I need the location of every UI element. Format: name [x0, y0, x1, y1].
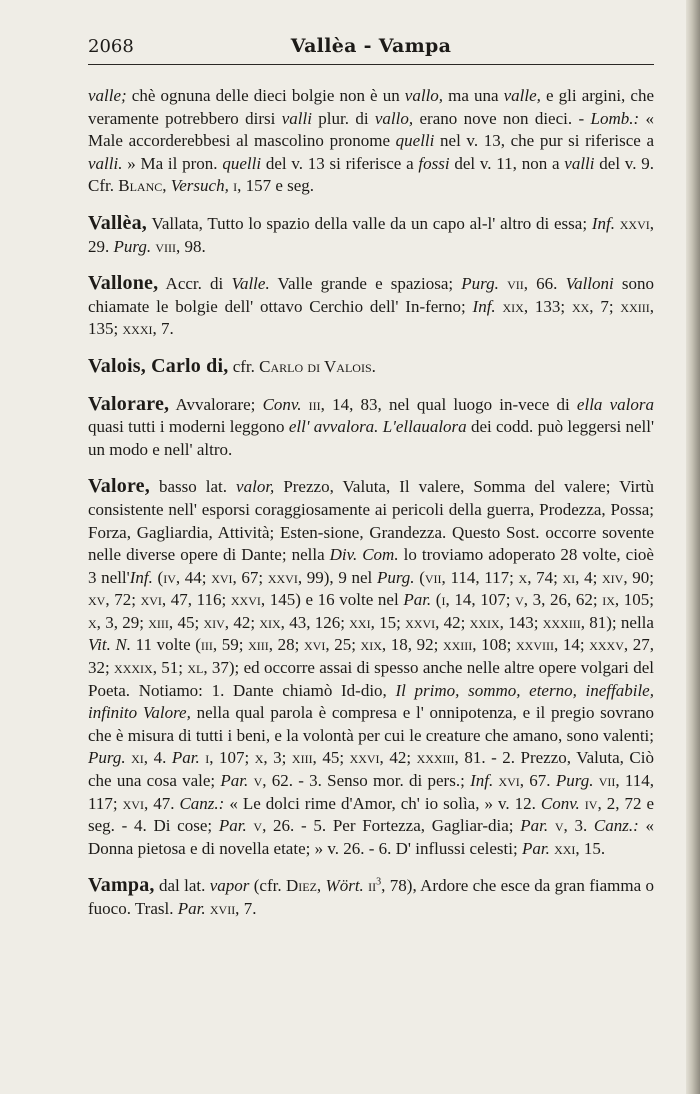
text-run: 43, 126; — [284, 612, 350, 632]
italic-text: valli — [281, 108, 312, 128]
italic-text: Conv. — [540, 793, 580, 813]
small-caps-text: xvi, — [304, 635, 330, 655]
italic-text: Par. — [220, 771, 249, 791]
text-run: basso lat. — [149, 477, 237, 497]
text-run: 81. - 2. Prezzo, Valuta, Ciò che una cosa vale; — [88, 748, 654, 791]
small-caps-text: iii, — [200, 635, 218, 655]
text-run: 18, 92; — [386, 635, 443, 655]
text-run: 145) e 16 volte nel — [265, 590, 404, 610]
text-run: 45; — [173, 612, 204, 632]
text-run: 42; — [439, 612, 470, 632]
italic-text: Valle. — [231, 274, 270, 294]
dictionary-page — [88, 30, 654, 935]
text-run — [496, 297, 503, 316]
italic-text: Conv. — [262, 394, 302, 414]
text-run: 157 e seg. — [241, 176, 315, 196]
text-run: 37); ed occorre assai di spesso anche nelle altre opere volgari del Poeta. Notiamo: 1. Dante chiamò Id-dio, — [88, 658, 654, 700]
small-caps-text: xvi, — [498, 771, 525, 791]
small-caps-text: Carlo di Valois. — [259, 356, 376, 376]
text-run: 99), 9 nel — [302, 567, 377, 587]
text-run: 28; — [273, 635, 304, 655]
text-run: Prezzo, Valuta, Il valere, Somma del valere; Virtù consistente nell' esporsi coraggiosamente ai pericoli della guerra, Prodezza, Possa; Forza, Gagliardia, Attività; Esten-sione, Grandezza. Questo Sost. occorre sovente nelle diverse opere di Dante; nella — [88, 477, 654, 565]
text-run: 7; — [593, 296, 621, 316]
small-caps-text: xxiii, — [442, 635, 477, 655]
italic-text: Purg. — [88, 748, 126, 768]
running-title: Vallèa - Vampa — [290, 35, 452, 57]
text-run: 74; — [531, 567, 563, 587]
headword: Vallèa, — [88, 211, 147, 234]
text-run: quasi tutti i moderni leggono — [88, 417, 289, 437]
small-caps-text: xiii, — [291, 748, 317, 768]
headword: Vallone, — [88, 272, 159, 295]
text-run: 114, 117; — [445, 567, 519, 587]
small-caps-text: xxviii, — [516, 635, 559, 655]
text-run: 15; — [374, 612, 406, 632]
small-caps-text: xxxiii, — [542, 612, 585, 632]
small-caps-text: xxvi, — [230, 590, 266, 610]
italic-text: Canz.: — [179, 793, 225, 813]
text-run: » Ma il pron. — [122, 153, 223, 173]
text-run: lo troviamo adoperato 28 volte, cioè 3 nell' — [88, 545, 654, 587]
italic-text: Canz.: — [593, 816, 639, 836]
italic-text: Versuch, — [170, 176, 229, 196]
text-run: 29. — [88, 236, 114, 256]
italic-text: Par. — [520, 816, 549, 836]
small-caps-text: Blanc, — [118, 176, 167, 196]
italic-text: Purg. — [113, 236, 152, 256]
superscript: 3 — [376, 876, 382, 888]
italic-text: Purg. — [376, 567, 415, 587]
small-caps-text: iv, — [584, 793, 602, 813]
text-run: 105; — [619, 590, 654, 610]
page-number: 2068 — [88, 36, 134, 57]
text-run: 114, 117; — [88, 771, 655, 813]
small-caps-text: i, — [441, 590, 450, 610]
text-run — [548, 816, 555, 835]
text-run: 44; — [180, 567, 212, 587]
text-run: ( — [431, 590, 442, 610]
italic-text: Purg. — [461, 274, 499, 294]
italic-text: Div. Com. — [329, 545, 399, 565]
small-caps-text: x, — [254, 748, 268, 768]
italic-text: valli. — [88, 153, 123, 173]
italic-text: Par. — [171, 748, 200, 768]
small-caps-text: xxiii, — [620, 296, 654, 316]
italic-text: valle, — [503, 86, 541, 105]
small-caps-text: xxix, — [469, 612, 504, 632]
text-run: 72; — [109, 590, 141, 610]
text-run: 98. — [180, 236, 206, 256]
italic-text: fossi — [418, 153, 450, 173]
small-caps-text: xxxv, — [589, 635, 629, 655]
small-caps-text: iv, — [163, 567, 181, 587]
small-caps-text: xiv, — [203, 612, 230, 632]
small-caps-text: xxi, — [349, 612, 375, 632]
italic-text: Vit. N. — [88, 635, 132, 655]
small-caps-text: iii, — [308, 394, 325, 414]
text-run: Accr. di — [158, 274, 232, 294]
text-run: 14; — [558, 635, 590, 655]
entry-valle-continuation — [88, 85, 654, 198]
text-run: dei codd. può leggersi nell' un modo e nell' altro. — [88, 417, 655, 459]
text-run: 133; — [528, 296, 572, 316]
text-run: 135; — [88, 319, 123, 339]
text-run: 3; — [267, 748, 292, 768]
small-caps-text: i, — [205, 748, 214, 768]
entry-vallea — [88, 212, 654, 258]
text-run: 42; — [383, 748, 417, 768]
text-run: , 78), Ardore che esce da gran fiamma o fuoco. Trasl. — [88, 876, 655, 918]
small-caps-text: v, — [515, 590, 528, 610]
italic-text: valor, — [236, 477, 275, 497]
small-caps-text: xxxiii, — [416, 748, 459, 768]
text-run: Valle grande e spaziosa; — [269, 274, 462, 294]
small-caps-text: xxi, — [554, 838, 580, 858]
text-run: 51; — [156, 658, 188, 678]
text-run: 59; — [217, 635, 249, 655]
text-run: cfr. — [228, 356, 260, 376]
text-run — [499, 274, 507, 293]
italic-text: Par. — [521, 838, 550, 858]
italic-text: valli — [564, 153, 595, 173]
text-run: Vallata, Tutto lo spazio della valle da un capo al-l' altro di essa; — [147, 213, 592, 233]
small-caps-text: xi, — [131, 748, 149, 768]
text-run: nel v. 13, che pur si riferisce a — [434, 131, 655, 151]
text-run: plur. di — [311, 108, 375, 128]
small-caps-text: i, — [233, 176, 242, 196]
text-run: 90; — [627, 567, 654, 587]
small-caps-text: xix, — [360, 635, 387, 655]
small-caps-text: xiv, — [602, 567, 628, 587]
text-run: 14, 107; — [449, 590, 516, 610]
small-caps-text: x, — [518, 567, 532, 587]
small-caps-text: xxvi, — [267, 567, 303, 587]
italic-text: quelli — [222, 153, 262, 173]
small-caps-text: vii, — [424, 567, 446, 587]
text-run — [301, 395, 308, 414]
italic-text: Par. — [218, 816, 247, 836]
small-caps-text: vii, — [598, 771, 620, 791]
text-run: 2, 72 e seg. - 4. Di cose; — [88, 793, 655, 836]
text-run: 67. — [524, 771, 556, 791]
text-run: dal lat. — [154, 876, 210, 896]
italic-text: Il primo, sommo, eterno, ineffabile, infinito Valore, — [88, 680, 654, 723]
small-caps-text: vii, — [507, 274, 528, 294]
italic-text: L'ellaualora — [382, 417, 467, 437]
italic-text: Inf. — [472, 296, 496, 316]
italic-text: vallo, — [374, 108, 414, 128]
small-caps-text: xiii, — [148, 612, 174, 632]
text-run: 4; — [579, 567, 602, 587]
text-run: 14, 83, nel qual luogo in-vece di — [324, 394, 577, 414]
small-caps-text: xxvi, — [405, 612, 440, 632]
text-run: 81); nella — [584, 612, 654, 632]
running-header — [88, 30, 654, 65]
text-run: (cfr. — [249, 876, 286, 896]
italic-text: Inf. — [591, 213, 615, 233]
headword: Valois, Carlo di, — [88, 354, 229, 377]
italic-text: Wört. — [325, 876, 364, 896]
text-run: nella qual parola è compresa e l' onnipotenza, e il pregio sovrano che è misura di tutti i beni, e la volontà per cui le creature che amano, sono valenti; — [88, 703, 654, 745]
text-run: ( — [152, 567, 164, 587]
small-caps-text: xvi, — [211, 567, 237, 587]
text-run: sono chiamate le bolgie dell' ottavo Cerchio dell' In-ferno; — [88, 274, 655, 316]
text-run: del v. 9. Cfr. — [88, 153, 654, 196]
small-caps-text: xl, — [187, 658, 208, 678]
text-run: 62. - 3. Senso mor. di pers.; — [266, 771, 471, 791]
text-run: 108; — [476, 635, 516, 655]
headword: Valorare, — [88, 392, 170, 415]
small-caps-text: xix, — [259, 612, 285, 632]
italic-text: quelli — [395, 131, 435, 151]
small-caps-text: xiii, — [248, 635, 274, 655]
entries-body — [88, 85, 654, 921]
text-run: 25; — [329, 635, 361, 655]
page-gutter-shadow — [686, 0, 700, 1094]
text-run: 47. — [148, 793, 180, 813]
headword: Valore, — [88, 475, 150, 498]
text-run: 107; — [213, 748, 255, 768]
entry-valois — [88, 355, 654, 379]
text-run: 66. — [527, 274, 566, 294]
text-run: 143; — [503, 612, 543, 632]
small-caps-text: xxxix, — [114, 658, 157, 678]
text-run: ma una — [443, 86, 504, 105]
small-caps-text: v, — [253, 771, 267, 791]
small-caps-text: xxvi, — [619, 213, 655, 233]
italic-text: Par. — [177, 899, 206, 918]
entry-valore — [88, 475, 654, 860]
italic-text: Purg. — [555, 771, 594, 791]
text-run: « Male accorderebbesi al mascolino pronome — [88, 108, 655, 151]
small-caps-text: xxxi, — [122, 319, 157, 339]
small-caps-text: viii, — [155, 236, 181, 256]
italic-text: Inf. — [129, 567, 153, 587]
text-run: « Donna pietosa e di novella etate; » v. 26. - 6. D' influssi celesti; — [88, 816, 655, 858]
small-caps-text: xi, — [562, 567, 580, 587]
text-run: erano nove non dieci. - — [413, 108, 591, 128]
italic-text: valle; — [88, 86, 127, 105]
text-run: del v. 13 si riferisce a — [261, 153, 419, 173]
small-caps-text: v, — [554, 816, 568, 836]
italic-text: Inf. — [470, 771, 494, 791]
small-caps-text: xvii, — [209, 899, 240, 918]
text-run: 3, 26, 62; — [528, 590, 603, 610]
italic-text: Valloni — [565, 274, 614, 294]
text-run: 47, 116; — [166, 590, 231, 610]
text-run: 26. - 5. Per Fortezza, Gagliar-dia; — [266, 816, 521, 836]
text-run: ( — [414, 567, 425, 587]
text-run: « Le dolci rime d'Amor, ch' io solìa, » v. 12. — [224, 793, 541, 813]
small-caps-text: x, — [88, 612, 101, 632]
text-run: e gli argini, che veramente potrebbero dirsi — [88, 86, 654, 128]
small-caps-text: xv, — [88, 590, 110, 610]
text-run: 27, 32; — [88, 635, 655, 678]
text-run: 3. — [567, 816, 594, 836]
small-caps-text: v, — [253, 816, 267, 836]
small-caps-text: xxvi, — [349, 748, 384, 768]
italic-text: vapor — [209, 876, 250, 896]
italic-text: ell' avvalora. — [288, 417, 379, 437]
text-run: 11 volte ( — [131, 635, 201, 655]
text-run: 7. — [239, 899, 257, 918]
small-caps-text: Diez, — [285, 876, 322, 896]
text-run: 15. — [579, 838, 606, 858]
small-caps-text: xvi, — [140, 590, 167, 610]
small-caps-text: xvi, — [122, 793, 149, 813]
text-run: 4. — [148, 748, 172, 768]
entry-valorare — [88, 393, 654, 462]
text-run: 42; — [229, 612, 260, 632]
italic-text: Par. — [403, 590, 432, 610]
small-caps-text: ii — [368, 876, 377, 896]
text-run: chè ognuna delle dieci bolgie non è un — [126, 86, 405, 105]
text-run: 45; — [316, 748, 350, 768]
text-run: del v. 11, non a — [449, 153, 565, 173]
small-caps-text: xix, — [502, 296, 529, 316]
small-caps-text: xx, — [571, 296, 594, 316]
text-run: 67; — [236, 567, 268, 587]
italic-text: Lomb.: — [590, 108, 640, 128]
text-run: Avvalorare; — [169, 394, 263, 414]
italic-text: vallo, — [404, 86, 444, 105]
italic-text: ella valora — [576, 394, 654, 414]
entry-vallone — [88, 272, 654, 341]
text-run: 3, 29; — [100, 612, 149, 632]
headword: Vampa, — [88, 874, 155, 897]
small-caps-text: ix, — [602, 590, 620, 610]
text-run: 7. — [156, 319, 174, 339]
entry-vampa — [88, 874, 654, 920]
